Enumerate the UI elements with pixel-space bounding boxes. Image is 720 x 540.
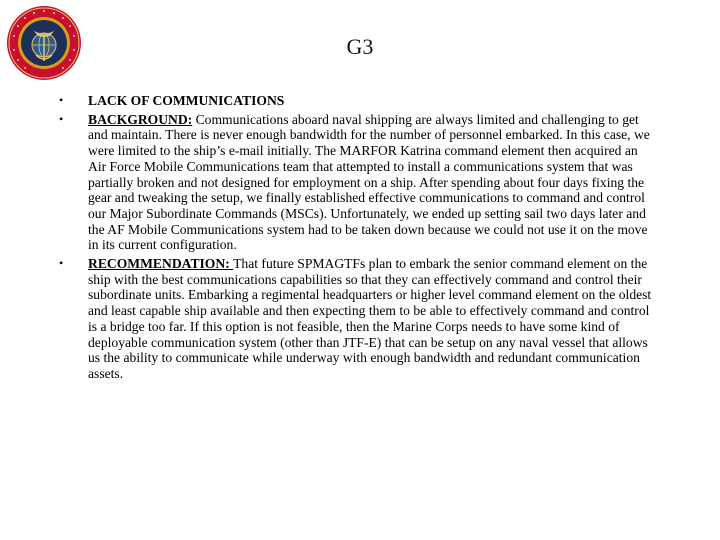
item-body: Communications aboard naval shipping are always limited and challenging to get and maintain. There is never enough bandwidth for the number of personnel embarked. In this case, we were limited to the ship’s e-mail initially. The MARFOR Katrina command element then acquired an Air Force Mobile Communications team that attempted to install a communications system that was partially broken and not designed for employment on a ship. After spending about four days fixing the gear and tweaking the setup, we finally established effective communications to command and control our Major Subordinate Commands (MSCs). Unfortunately, we ended up setting sail two days later and the AF Mobile Communications system had to be taken down because we could not use it on the move in its current configuration. bbox=[88, 111, 650, 253]
bullet-icon: • bbox=[59, 111, 64, 126]
item-body: That future SPMAGTFs plan to embark the senior command element on the ship with the best communications capabilities so that they can effectively command and control their subordinate units. Embarking a regimental headquarters or higher level command element on the oldest and least capable ship available and then expecting them to be able to effectively command and control is a bridge too far. If this option is not feasible, then the Marine Corps needs to have some kind of deployable communication system (other than JTF-E) that can be setup on any naval vessel that allows us the ability to communicate while underway with enough bandwidth and redundant communication assets. bbox=[88, 256, 652, 381]
item-heading: RECOMMENDATION: bbox=[88, 256, 234, 272]
list-item bbox=[55, 112, 655, 253]
list-item bbox=[55, 256, 655, 382]
bullet-icon: • bbox=[59, 256, 64, 271]
bullet-icon: • bbox=[59, 93, 64, 107]
list-item bbox=[55, 93, 655, 109]
bullet-list bbox=[55, 93, 655, 382]
slide-title: G3 bbox=[346, 34, 374, 59]
item-heading: BACKGROUND: bbox=[88, 111, 193, 127]
item-heading: LACK OF COMMUNICATIONS bbox=[88, 93, 285, 108]
